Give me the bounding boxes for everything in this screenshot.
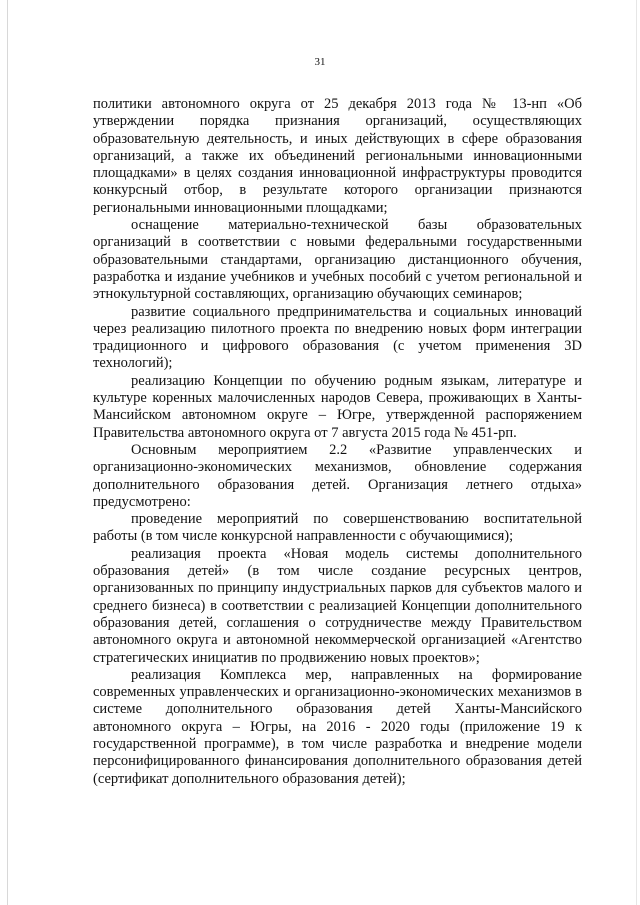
paragraph: проведение мероприятий по совершенствованию воспитательной работы (в том числе конкурсной направленности с обучающимися);	[93, 511, 582, 545]
paragraph: реализация Комплекса мер, направленных на формирование современных управленческих и организационно-экономических механизмов в системе дополнительного образования детей Ханты-Мансийского автономного округа – Югры, на 2016 - 2020 годы (приложение 19 к государственной программе), в том числе разработка и внедрение модели персонифицированного финансирования дополнительного образования детей (сертификат дополнительного образования детей);	[93, 666, 582, 787]
paragraph: политики автономного округа от 25 декабря 2013 года № 13-нп «Об утверждении порядка признания организаций, осуществляющих образовательную деятельность, и иных действующих в сфере образования организаций, а также их объединений региональными инновационными площадками» в целях создания инновационной инфраструктуры проводится конкурсный отбор, в результате которого организации признаются региональными инновационными площадками;	[93, 96, 582, 216]
scan-edge-right	[636, 0, 637, 905]
paragraph: Основным мероприятием 2.2 «Развитие управленческих и организационно-экономических механизмов, обновление содержания дополнительного образования детей. Организация летнего отдыха» предусмотрено:	[93, 441, 582, 510]
paragraph: реализацию Концепции по обучению родным языкам, литературе и культуре коренных малочисленных народов Севера, проживающих в Ханты-Мансийском автономном округе – Югре, утвержденной распоряжением Правительства автономного округа от 7 августа 2015 года № 451-рп.	[93, 372, 582, 441]
page-number: 31	[314, 56, 326, 68]
paragraph: оснащение материально-технической базы образовательных организаций в соответствии с новыми федеральными государственными образовательными стандартами, организацию дистанционного обучения, разработка и издание учебников и учебных пособий с учетом региональной и этнокультурной составляющих, организацию обучающих семинаров;	[93, 217, 582, 303]
paragraph: реализация проекта «Новая модель системы дополнительного образования детей» (в том числе создание ресурсных центров, организованных по принципу индустриальных парков для субъектов малого и среднего бизнеса) в соответствии с реализацией Концепции дополнительного образования детей, соглашения о сотрудничестве между Правительством автономного округа и автономной некоммерческой организацией «Агентство стратегических инициатив по продвижению новых проектов»;	[93, 545, 582, 666]
body-text	[93, 96, 582, 788]
paragraph: развитие социального предпринимательства и социальных инноваций через реализацию пилотного проекта по внедрению новых форм интеграции традиционного и цифрового образования (с учетом применения 3D технологий);	[93, 303, 582, 372]
scan-edge-left	[7, 0, 8, 905]
